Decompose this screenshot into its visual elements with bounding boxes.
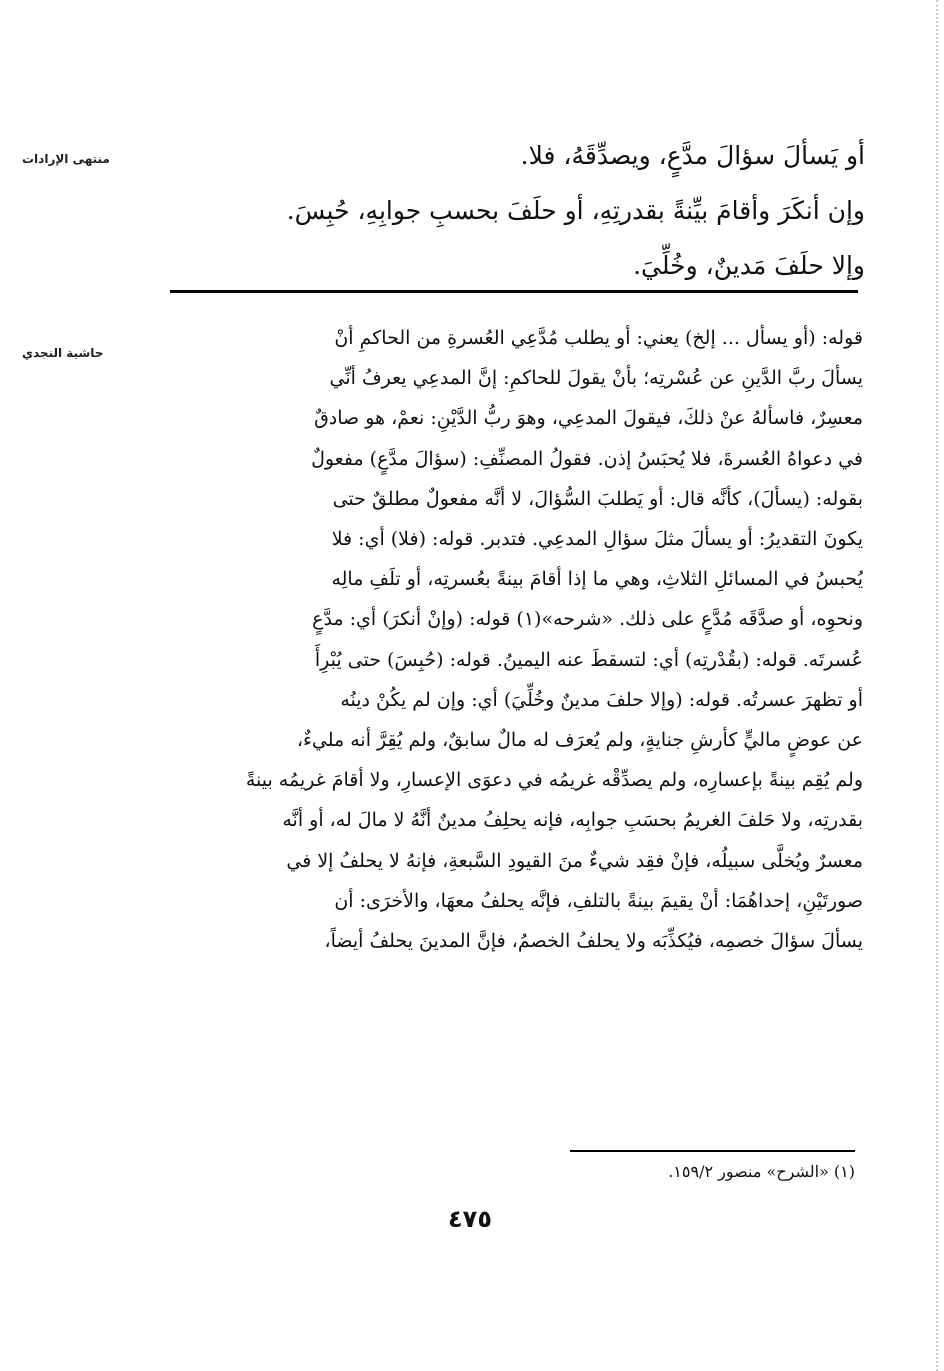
margin-label-hashiya: حاشية النجدي: [22, 346, 104, 360]
footnote-divider-rule: [570, 1150, 855, 1152]
page-edge-dotted-line: [936, 0, 938, 1371]
margin-label-matn: منتهى الإرادات: [22, 152, 110, 166]
section-divider-rule: [170, 290, 858, 293]
hashiya-line: بقدرتِه، ولا حَلفَ الغريمُ بحسَبِ جوابِه، فإنه يحلِفُ مدينٌ أنَّهُ لا مالَ له، أو أنَّه: [282, 809, 863, 832]
hashiya-line: عن عوضٍ ماليٍّ كأرشِ جنايةٍ، ولم يُعرَف له مالٌ سابقٌ، ولم يُقِرَّ أنه مليءٌ،: [296, 729, 863, 752]
footnote: (١) «الشرح» منصور ١٥٩/٢.: [668, 1162, 855, 1181]
hashiya-line: قوله: (أو يسأل ... إلخ) يعني: أو يطلب مُدَّعِي العُسرةِ من الحاكمِ أنْ: [334, 327, 863, 349]
matn-line: أو يَسألَ سؤالَ مدَّعٍ، ويصدِّقَهُ، فلا.: [520, 141, 865, 170]
hashiya-line: يُحبسُ في المسائلِ الثلاثِ، وهي ما إذا أقامَ بينةً بعُسرتِه، أو تلَفِ مالِه: [331, 568, 863, 591]
matn-line: وإن أنكَرَ وأقامَ بيِّنةً بقدرتِهِ، أو حلَفَ بحسبِ جوابِهِ، حُبِسَ.: [286, 196, 865, 225]
matn-line: وإلا حلَفَ مَدينٌ، وخُلِّيَ.: [633, 251, 865, 280]
hashiya-line: يسألَ سؤالَ خصمِه، فيُكذِّبَه ولا يحلفُ الخصمُ، فإنَّ المدينَ يحلفُ أيضاً،: [324, 930, 863, 953]
hashiya-text-block: [158, 318, 863, 961]
hashiya-line: عُسرتَه. قوله: (بقُدْرتِه) أي: لتسقطَ عنه اليمينُ. قوله: (حُبِسَ) حتى يُبْرِأَ: [314, 648, 863, 671]
hashiya-line: يكونَ التقديرُ: أو يسألَ مثلَ سؤالِ المدعِي. فتدبر. قوله: (فلا) أي: فلا: [331, 528, 863, 551]
hashiya-line: ولم يُقِم بينةً بإعسارِه، ولم يصدِّقْه غريمُه في دعوَى الإعسارِ، ولا أقامَ غريمُه بينةً: [245, 769, 863, 792]
hashiya-line: يسألَ ربَّ الدَّينِ عن عُسْرتِه؛ بأنْ يقولَ للحاكمِ: إنَّ المدعِي يعرفُ أنِّي: [329, 367, 863, 390]
hashiya-line: في دعواهُ العُسرةَ، فلا يُحبَسُ إذن. فقولُ المصنِّفِ: (سؤالَ مدَّعٍ) مفعولٌ: [311, 447, 863, 470]
hashiya-line: بقوله: (يسألَ)، كأنَّه قال: أو يَطلبَ السُّؤالَ، لا أنَّه مفعولٌ مطلقٌ حتى: [332, 487, 863, 510]
hashiya-line: أو تظهرَ عسرتُه. قوله: (وإلا حلفَ مدينٌ وخُلِّيَ) أي: وإن لم يكُنْ دينُه: [340, 688, 863, 711]
hashiya-line: ونحوِه، أو صدَّقَه مُدَّعٍ على ذلك. «شرحه»(١) قوله: (وإنْ أنكرَ) أي: مدَّعٍ: [312, 608, 863, 631]
matn-text-block: [170, 128, 865, 293]
page-number: ٤٧٥: [448, 1205, 492, 1233]
hashiya-line: معسِرٌ، فاسألهُ عنْ ذلكَ، فيقولَ المدعِي، وهوَ ربُّ الدَّيْنِ: نعمْ، هو صادقٌ: [314, 407, 863, 430]
hashiya-line: صورتَيْنِ، إحداهُمَا: أنْ يقيمَ بينةً بالتلفِ، فإنَّه يحلفُ معهَا، والأخرَى: أن: [334, 889, 863, 912]
hashiya-line: معسرٌ ويُخلَّى سبيلُه، فإنْ فقِد شيءٌ منَ القيودِ السَّبعةِ، فإنهُ لا يحلفُ إلا في: [286, 849, 863, 872]
